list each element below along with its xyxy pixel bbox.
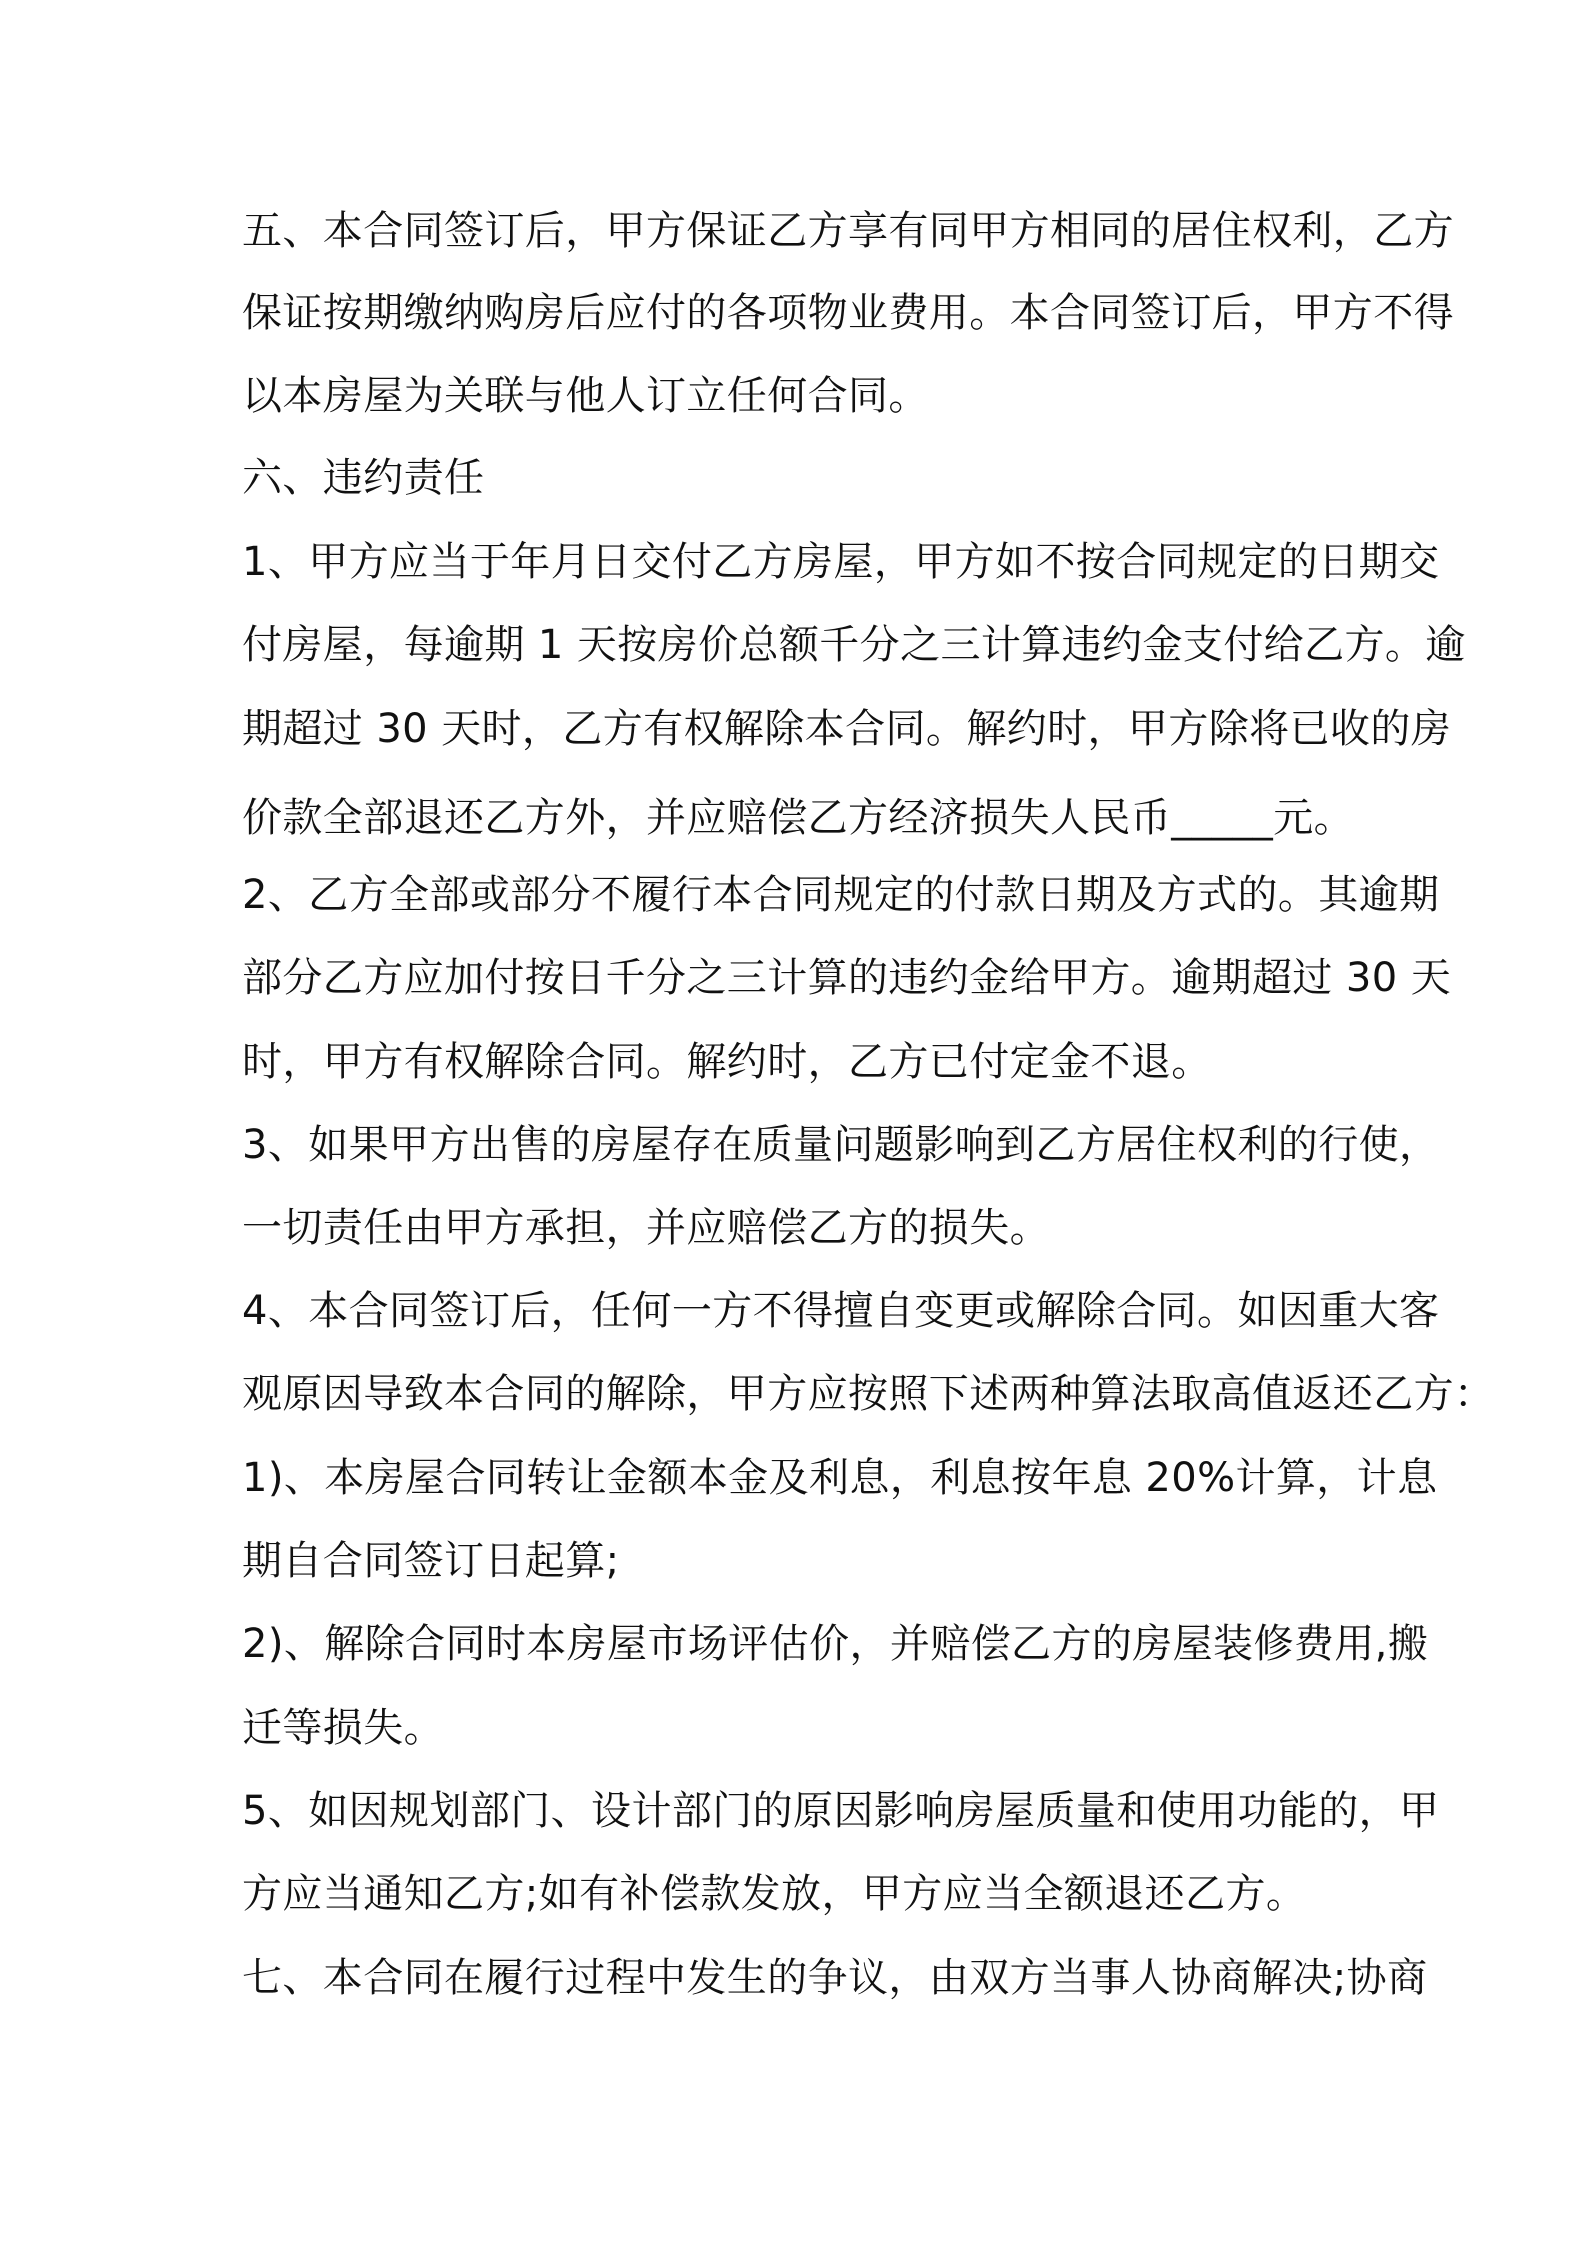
text-line: 时，甲方有权解除合同。解约时，乙方已付定金不退。 [242,1039,1212,1085]
text-line: 付房屋，每逾期 1 天按房价总额千分之三计算违约金支付给乙方。逾 [242,622,1466,668]
text-line: 一切责任由甲方承担，并应赔偿乙方的损失。 [242,1205,1050,1251]
text-line: 保证按期缴纳购房后应付的各项物业费用。本合同签订后，甲方不得 [242,290,1454,336]
text-line: 观原因导致本合同的解除，甲方应按照下述两种算法取高值返还乙方： [242,1371,1495,1417]
text-line: 部分乙方应加付按日千分之三计算的违约金给甲方。逾期超过 30 天 [242,955,1452,1001]
text-line: 3、如果甲方出售的房屋存在质量问题影响到乙方居住权利的行使， [242,1122,1440,1168]
text-line: 方应当通知乙方;如有补偿款发放，甲方应当全额退还乙方。 [242,1871,1307,1917]
text-line: 五、本合同签订后，甲方保证乙方享有同甲方相同的居住权利，乙方 [242,208,1454,254]
text-line: 5、如因规划部门、设计部门的原因影响房屋质量和使用功能的，甲 [242,1788,1440,1834]
text-line: 4、本合同签订后，任何一方不得擅自变更或解除合同。如因重大客 [242,1288,1440,1334]
text-line: 迁等损失。 [242,1705,444,1751]
text-line: 2、乙方全部或部分不履行本合同规定的付款日期及方式的。其逾期 [242,872,1440,918]
text-line: 期超过 30 天时，乙方有权解除本合同。解约时，甲方除将已收的房 [242,706,1452,752]
text-line: 以本房屋为关联与他人订立任何合同。 [242,373,929,419]
section-heading: 六、违约责任 [242,455,485,501]
text-line: 价款全部退还乙方外，并应赔偿乙方经济损失人民币_____元。 [242,795,1354,841]
text-line: 期自合同签订日起算; [242,1538,620,1584]
text-line: 1)、本房屋合同转让金额本金及利息，利息按年息 20%计算，计息 [242,1455,1438,1501]
text-line: 2)、解除合同时本房屋市场评估价，并赔偿乙方的房屋装修费用,搬 [242,1621,1429,1667]
text-line: 1、甲方应当于年月日交付乙方房屋，甲方如不按合同规定的日期交 [242,539,1440,585]
text-line: 七、本合同在履行过程中发生的争议，由双方当事人协商解决;协商 [242,1955,1428,2001]
